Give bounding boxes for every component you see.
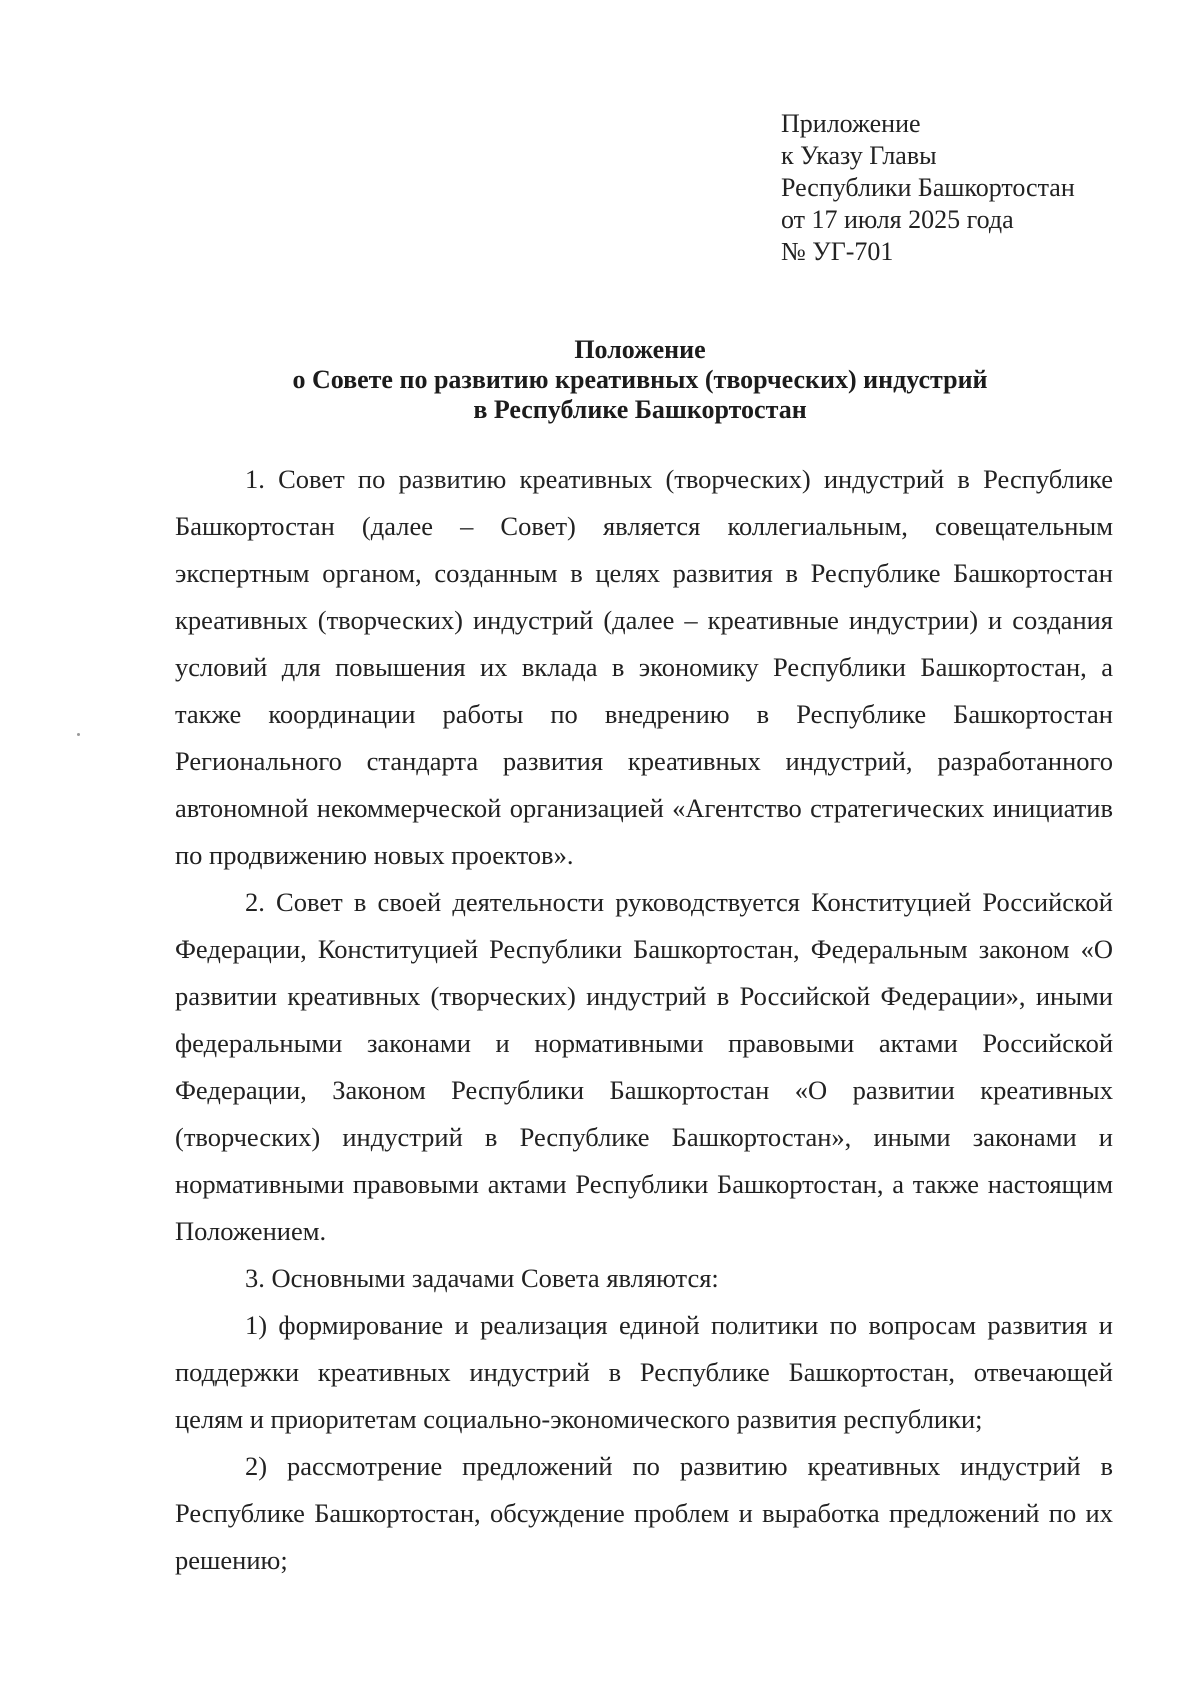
title-line-3: в Республике Башкортостан <box>473 395 807 424</box>
title-line-2: о Совете по развитию креативных (творческих) индустрий <box>292 365 988 394</box>
document-body <box>175 456 1113 1584</box>
document-title <box>170 335 1110 425</box>
title-line-1: Положение <box>574 335 706 364</box>
appendix-line-1: Приложение <box>781 109 921 138</box>
paragraph-4: 1) формирование и реализация единой политики по вопросам развития и поддержки креативных индустрий в Республике Башкортостан, отвечающей целям и приоритетам социально-экономического развития республики; <box>175 1310 1113 1434</box>
paragraph-3: 3. Основными задачами Совета являются: <box>245 1263 719 1293</box>
appendix-block <box>781 108 1075 268</box>
paragraph-5: 2) рассмотрение предложений по развитию креативных индустрий в Республике Башкортостан, обсуждение проблем и выработка предложений по их решению; <box>175 1451 1113 1575</box>
scan-speck <box>77 733 80 736</box>
paragraph-2: 2. Совет в своей деятельности руководствуется Конституцией Российской Федерации, Конституцией Республики Башкортостан, Федеральным законом «О развитии креативных (творческих) индустрий в Российской Федерации», иными федеральными законами и нормативными правовыми актами Российской Федерации, Законом Республики Башкортостан «О развитии креативных (творческих) индустрий в Республике Башкортостан», иными законами и нормативными правовыми актами Республики Башкортостан, а также настоящим Положением. <box>175 887 1113 1246</box>
appendix-line-5: № УГ-701 <box>781 237 894 266</box>
appendix-line-2: к Указу Главы <box>781 141 937 170</box>
paragraph-1: 1. Совет по развитию креативных (творческих) индустрий в Республике Башкортостан (далее – Совет) является коллегиальным, совещательным экспертным органом, созданным в целях развития в Республике Башкортостан креативных (творческих) индустрий (далее – креативные индустрии) и создания условий для повышения их вклада в экономику Республики Башкортостан, а также координации работы по внедрению в Республике Башкортостан Регионального стандарта развития креативных индустрий, разработанного автономной некоммерческой организацией «Агентство стратегических инициатив по продвижению новых проектов». <box>175 464 1113 870</box>
appendix-line-4: от 17 июля 2025 года <box>781 205 1014 234</box>
appendix-line-3: Республики Башкортостан <box>781 173 1075 202</box>
